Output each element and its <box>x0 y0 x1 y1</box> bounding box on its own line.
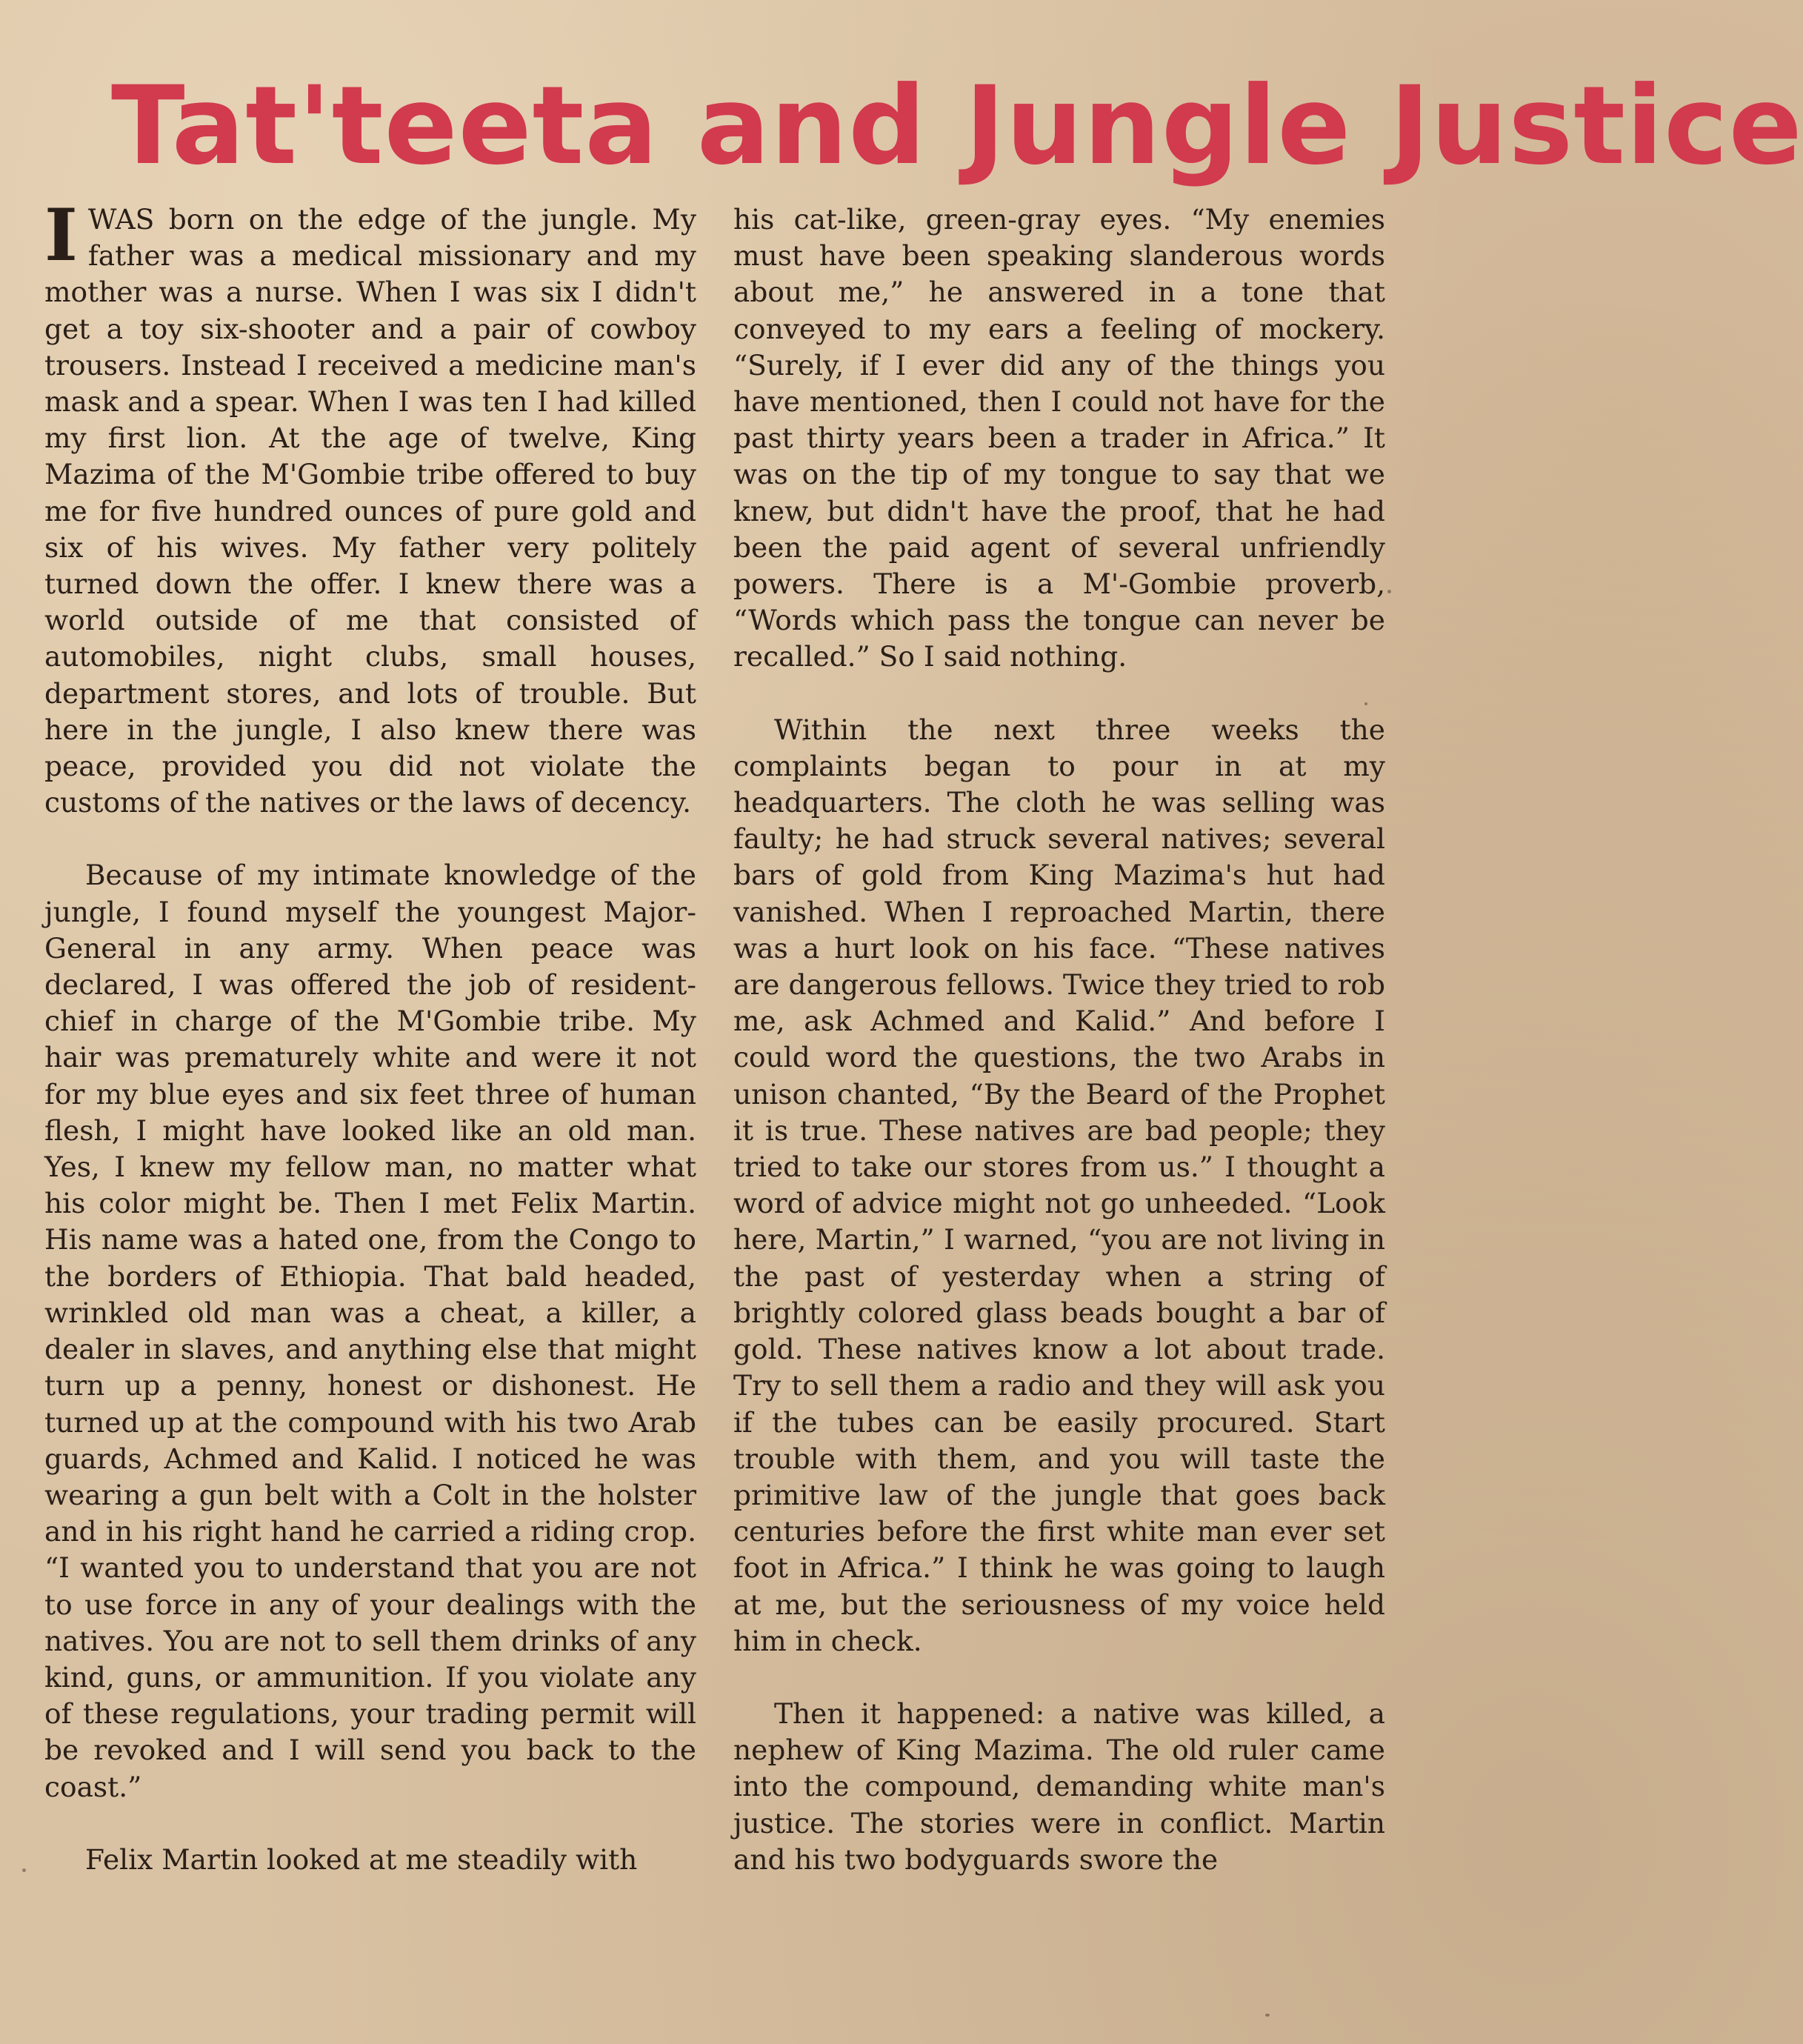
drop-cap: I <box>44 193 78 277</box>
print-speck <box>1364 702 1367 705</box>
opening-paragraph <box>44 193 696 821</box>
story-title: Tat'teeta and Jungle Justice <box>111 63 1803 189</box>
paragraph-native-killed: Then it happened: a native was killed, a nephew of King Mazima. The old ruler came into the compound, demanding white man's justice. The stories were in conflict. Martin and his two bodyguards swore the <box>733 1697 1385 1876</box>
print-speck <box>802 738 805 741</box>
print-speck <box>1387 590 1391 593</box>
paragraph-cat-like-eyes: his cat-like, green-gray eyes. “My enemies must have been speaking slanderous words about me,” he answered in a tone that conveyed to my ears a feeling of mockery. “Surely, if I ever did any of the things you have mentioned, then I could not have for the past thirty years been a trader in Africa.” It was on the tip of my tongue to say that we knew, but didn't have the proof, that he had been the paid agent of several unfriendly powers. There is a M'-Gombie proverb, “Words which pass the tongue can never be recalled.” So I said nothing. <box>733 203 1385 673</box>
paragraph-felix-martin-looked: Felix Martin looked at me steadily with <box>85 1842 638 1876</box>
print-speck <box>22 1868 26 1872</box>
paragraph-complaints: Within the next three weeks the complaints began to pour in at my headquarters. The cloth he was selling was faulty; he had struck several natives; several bars of gold from King Mazima's hut had vanished. When I reproached Martin, there was a hurt look on his face. “These natives are dangerous fellows. Twice they tried to rob me, ask Achmed and Kalid.” And before I could word the questions, the two Arabs in unison chanted, “By the Beard of the Prophet it is true. These natives are bad people; they tried to take our stores from us.” I thought a word of advice might not go unheeded. “Look here, Martin,” I warned, “you are not living in the past of yesterday when a string of brightly colored glass beads bought a bar of gold. These natives know a lot about trade. Try to sell them a radio and they will ask you if the tubes can be easily procured. Start trouble with them, and you will taste the primitive law of the jungle that goes back centuries before the first white man ever set foot in Africa.” I think he was going to laugh at me, but the seriousness of my voice held him in check. <box>733 713 1385 1657</box>
right-column <box>733 202 1385 1878</box>
left-column <box>44 193 696 1878</box>
print-speck <box>1265 2014 1270 2017</box>
paragraph-major-general: Because of my intimate knowledge of the jungle, I found myself the youngest Major-General in any army. When peace was declared, I was offered the job of resident-chief in charge of the M'Gombie tribe. My hair was prematurely white and were it not for my blue eyes and six feet three of human flesh, I might have looked like an old man. Yes, I knew my fellow man, no matter what his color might be. Then I met Felix Martin. His name was a hated one, from the Congo to the borders of Ethiopia. That bald headed, wrinkled old man was a cheat, a killer, a dealer in slaves, and anything else that might turn up a penny, honest or dishonest. He turned up at the compound with his two Arab guards, Achmed and Kalid. I noticed he was wearing a gun belt with a Colt in the holster and in his right hand he carried a riding crop. “I wanted you to understand that you are not to use force in any of your dealings with the natives. You are not to sell them drinks of any kind, guns, or ammunition. If you violate any of these regulations, your trading permit will be revoked and I will send you back to the coast.” <box>44 859 696 1803</box>
opening-paragraph-text: WAS born on the edge of the jungle. My father was a medical missionary and my mother was a nurse. When I was six I didn't get a toy six-shooter and a pair of cowboy trousers. Instead I received a medicine man's mask and a spear. When I was ten I had killed my first lion. At the age of twelve, King Mazima of the M'Gombie tribe offered to buy me for five hundred ounces of pure gold and six of his wives. My father very politely turned down the offer. I knew there was a world outside of me that consisted of automobiles, night clubs, small houses, department stores, and lots of trouble. But here in the jungle, I also knew there was peace, provided you did not violate the customs of the natives or the laws of decency. <box>44 203 696 819</box>
